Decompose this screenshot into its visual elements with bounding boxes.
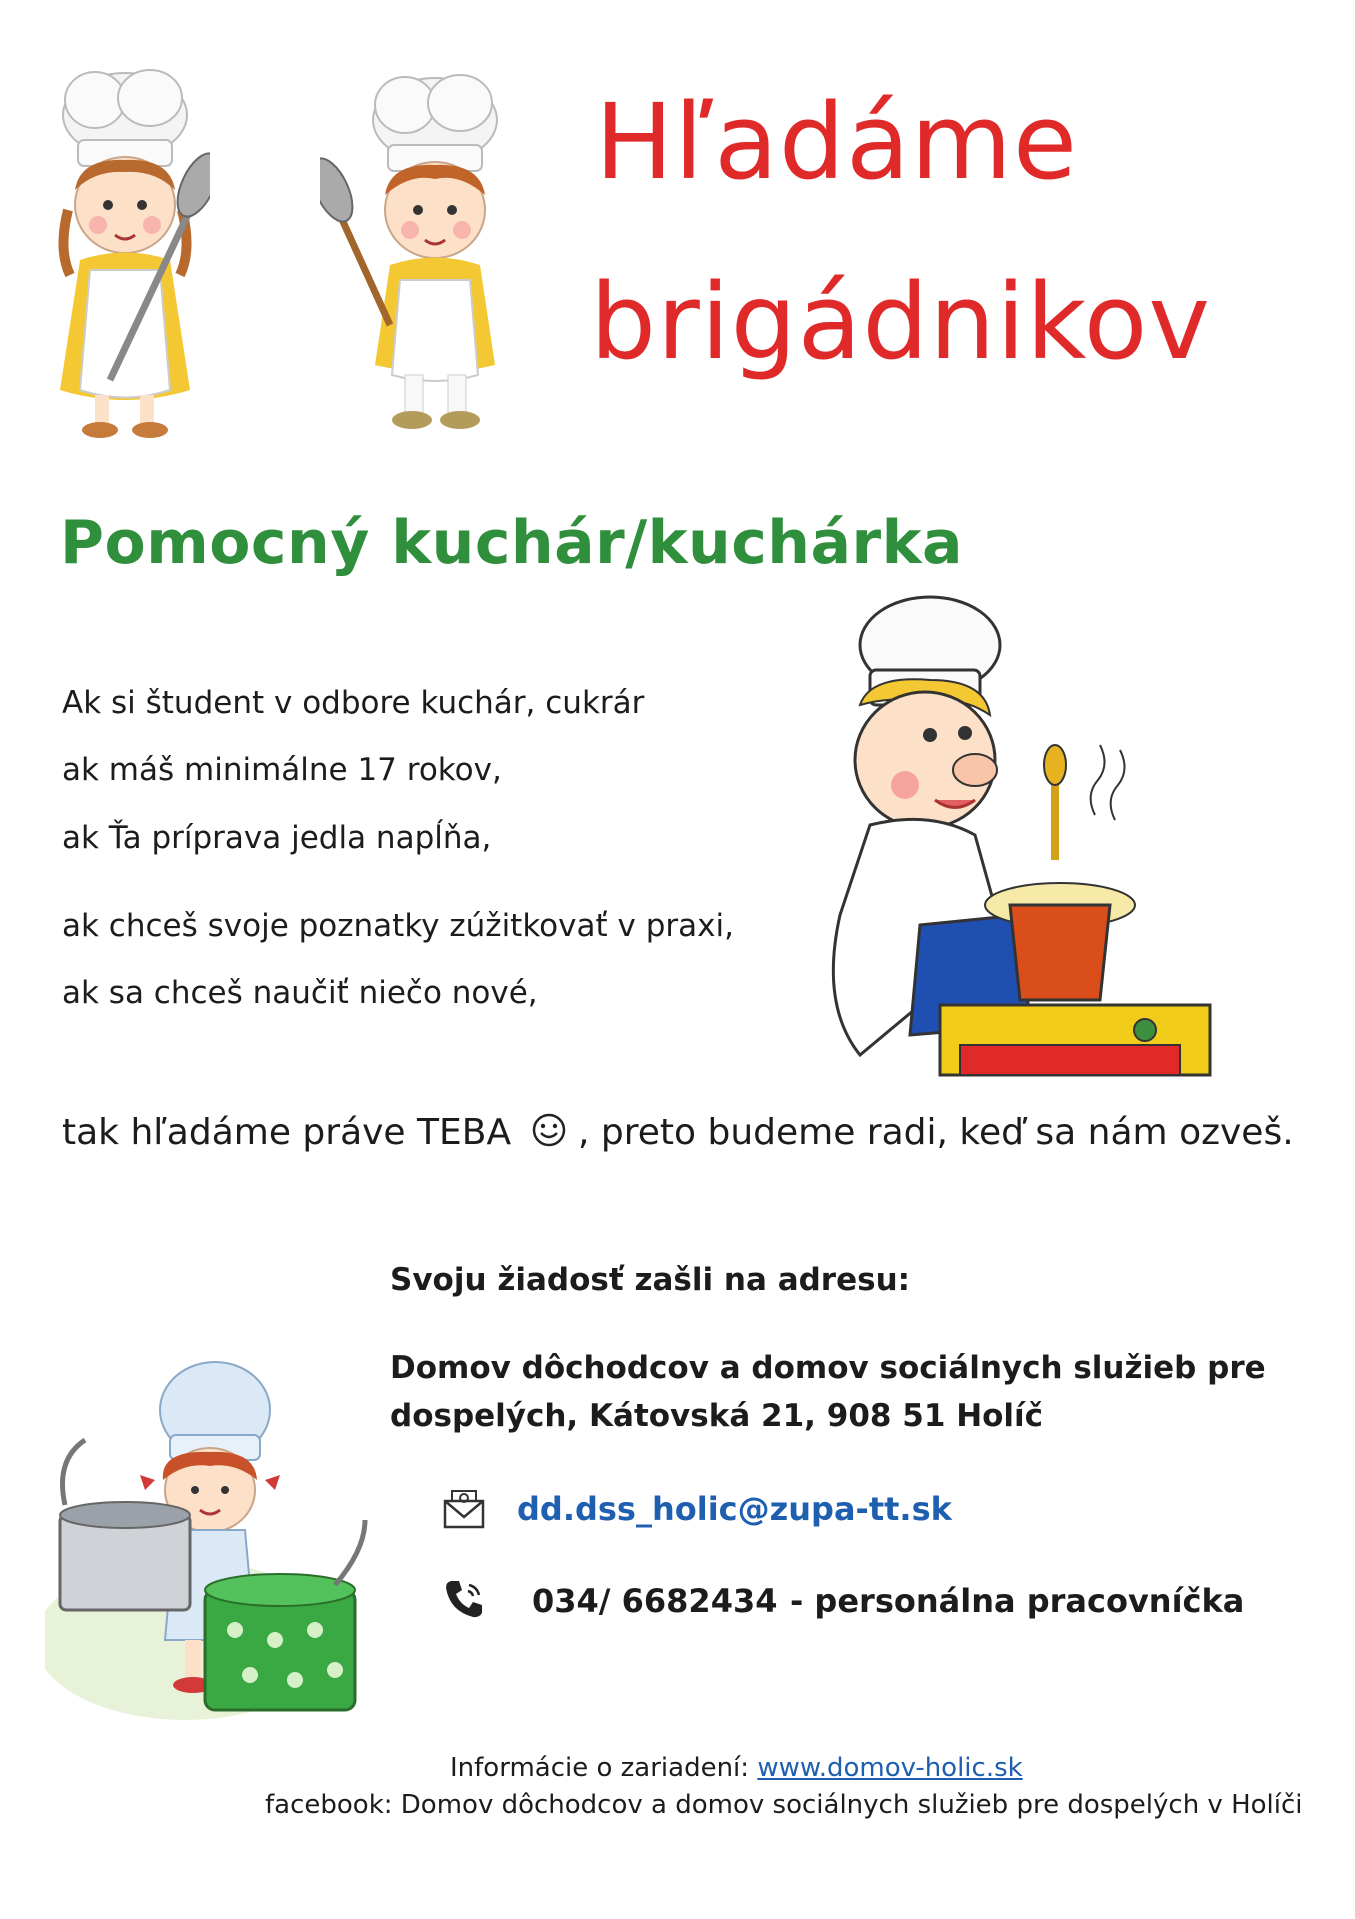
smiley-icon [531, 1112, 567, 1148]
page-title-line2: brigádnikov [590, 261, 1211, 383]
call-to-action-part2: , preto budeme radi, keď sa nám ozveš. [578, 1112, 1294, 1153]
address-line-2: dospelých, Kátovská 21, 908 51 Holíč [390, 1398, 1044, 1434]
intro-line-2: ak máš minimálne 17 rokov, [62, 752, 502, 788]
girl-with-pots-illustration [45, 1340, 385, 1730]
footer-info-label: Informácie o zariadení: [450, 1753, 750, 1783]
boy-chef-illustration [320, 65, 530, 450]
page-title-line1: Hľadáme [595, 81, 1078, 203]
position-title: Pomocný kuchár/kuchárka [60, 508, 963, 578]
email-link[interactable]: dd.dss_holic@zupa-tt.sk [517, 1490, 952, 1528]
call-to-action-part1: tak hľadáme práve TEBA [62, 1112, 512, 1153]
address-line-1: Domov dôchodcov a domov sociálnych služieb pre [390, 1350, 1266, 1386]
contact-heading: Svoju žiadosť zašli na adresu: [390, 1262, 911, 1298]
envelope-at-icon [442, 1487, 486, 1531]
girl-chef-illustration [40, 60, 210, 450]
phone-note: - personálna pracovníčka [790, 1582, 1245, 1620]
website-link[interactable]: www.domov-holic.sk [757, 1753, 1023, 1783]
intro-line-5: ak sa chceš naučiť niečo nové, [62, 975, 538, 1011]
intro-line-4: ak chceš svoje poznatky zúžitkovať v praxi, [62, 908, 734, 944]
cook-with-pot-illustration [800, 585, 1230, 1080]
phone-number[interactable]: 034/ 6682434 [532, 1582, 778, 1620]
call-to-action-text [62, 1112, 1294, 1153]
footer-info [450, 1753, 1023, 1783]
intro-line-1: Ak si študent v odbore kuchár, cukrár [62, 685, 645, 721]
phone-icon [442, 1577, 486, 1621]
footer-facebook: facebook: Domov dôchodcov a domov sociálnych služieb pre dospelých v Holíči [265, 1790, 1303, 1820]
intro-line-3: ak Ťa príprava jedla napĺňa, [62, 820, 492, 856]
